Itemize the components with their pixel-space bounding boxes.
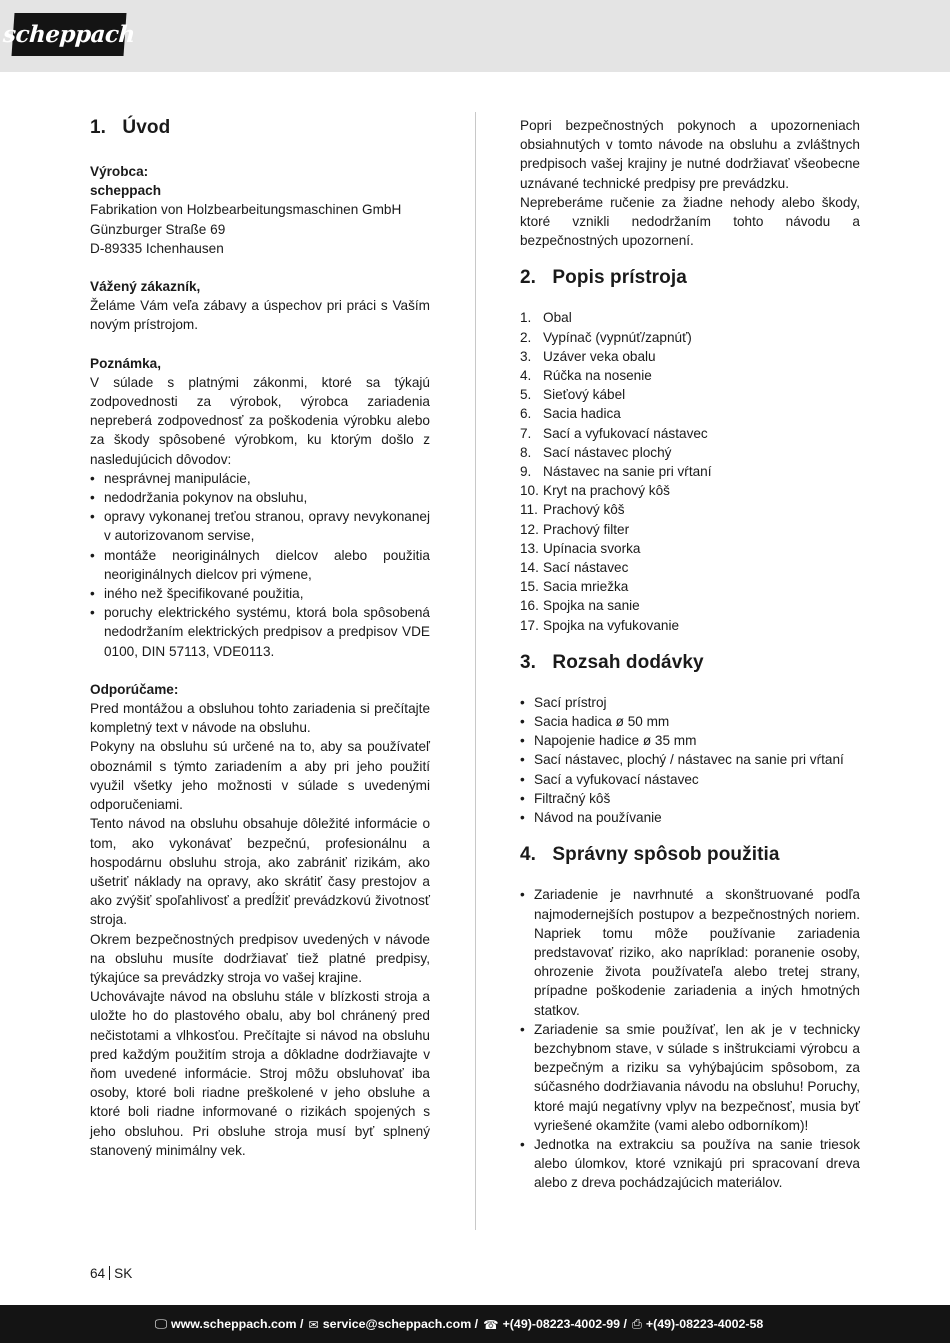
recommend-label: Odporúčame: [90, 681, 179, 697]
fax-icon: ⎙ [631, 1316, 642, 1331]
maker-line: Günzburger Straße 69 [90, 221, 226, 237]
footer-email: service@scheppach.com / [322, 1317, 479, 1331]
page-language: SK [114, 1266, 133, 1281]
list-item: • Napojenie hadice ø 35 mm [520, 731, 860, 750]
section-title: Správny spôsob použitia [552, 844, 780, 866]
section-heading-usage [520, 843, 860, 867]
page-number-separator [109, 1266, 110, 1280]
usage-list [520, 885, 860, 1192]
page-number-value: 64 [90, 1266, 106, 1281]
maker-line: D-89335 Ichenhausen [90, 240, 224, 256]
note-label: Poznámka, [90, 355, 162, 371]
left-column [90, 116, 430, 1160]
list-item: • Zariadenie je navrhnuté a skonštruované podľa najmodernejších postupov a bezpečnostných noriem. Napriek tomu môže používanie zariadenia predstavovať riziko, ako napríklad: poranenie osoby, ohrozenie života používateľa alebo tretej strany, prípadne poškodenie zariadenia a iných hmotných statkov. [520, 885, 860, 1019]
phone-icon: ☎ [483, 1317, 499, 1332]
list-item: • Sací a vyfukovací nástavec [520, 770, 860, 789]
list-item: 14. Sací nástavec [520, 560, 629, 576]
scheppach-logo: scheppach [11, 13, 126, 56]
section-number: 4. [520, 844, 537, 866]
list-item: • montáže neoriginálnych dielcov alebo použitia neoriginálnych dielcov pri výmene, [90, 546, 430, 584]
list-item: 4. Rúčka na nosenie [520, 368, 652, 384]
list-item: 9. Nástavec na sanie pri vŕtaní [520, 464, 712, 480]
list-item: • opravy vykonanej treťou stranou, opravy nevykonanej v autorizovanom servise, [90, 507, 430, 545]
section-heading-description [520, 266, 860, 290]
list-item: 2. Vypínač (vypnúť/zapnúť) [520, 329, 692, 345]
customer-text: Želáme Vám veľa zábavy a úspechov pri práci s Vaším novým prístrojom. [90, 298, 430, 333]
list-item: 7. Sací a vyfukovací nástavec [520, 425, 708, 441]
page-footer [0, 1305, 950, 1343]
list-item: • Sací nástavec, plochý / nástavec na sanie pri vŕtaní [520, 750, 860, 769]
section-heading-delivery [520, 651, 860, 675]
list-item: 13. Upínacia svorka [520, 540, 641, 556]
intro-paragraph: Nepreberáme ručenie za žiadne nehody alebo škody, ktoré vznikli nedodržaním tohto návodu a bezpečnostných upozornení. [520, 194, 860, 249]
customer-label: Vážený zákazník, [90, 279, 201, 295]
list-item: • Návod na používanie [520, 808, 860, 827]
section-title: Rozsah dodávky [552, 651, 704, 673]
footer-phone: +(49)-08223-4002-99 / [502, 1317, 627, 1331]
parts-list [520, 308, 860, 634]
envelope-icon: ✉ [308, 1317, 319, 1332]
section-number: 3. [520, 651, 537, 673]
maker-label: Výrobca: [90, 164, 149, 179]
footer-fax: +(49)-08223-4002-58 [645, 1317, 764, 1331]
list-item: • iného než špecifikované použitia, [90, 584, 430, 603]
list-item: • Sací prístroj [520, 693, 860, 712]
section-title: Popis prístroja [552, 267, 687, 289]
list-item: 8. Sací nástavec plochý [520, 444, 672, 460]
footer-website: www.scheppach.com / [170, 1317, 304, 1331]
note-text: V súlade s platnými zákonmi, ktoré sa týkajú zodpovednosti za výrobok, výrobca zariadenia nepreberá zodpovednosť za poškodenia výrobku alebo za škody spôsobené výrobkom, ku ktorým došlo z nasledujúcich dôvodov: [90, 374, 430, 467]
list-item: 6. Sacia hadica [520, 406, 621, 422]
list-item: 10. Kryt na prachový kôš [520, 483, 670, 499]
page-header [0, 0, 950, 72]
right-column [520, 116, 860, 1193]
delivery-list [520, 693, 860, 827]
list-item: 3. Uzáver veka obalu [520, 348, 656, 364]
list-item: 17. Spojka na vyfukovanie [520, 617, 680, 633]
note-list [90, 469, 430, 661]
list-item: • poruchy elektrického systému, ktorá bola spôsobená nedodržaním elektrických predpisov a predpisov VDE 0100, DIN 57113, VDE0113. [90, 603, 430, 661]
list-item: 12. Prachový filter [520, 521, 630, 537]
maker-name: scheppach [90, 183, 162, 199]
list-item: • Sacia hadica ø 50 mm [520, 712, 860, 731]
section-number: 2. [520, 267, 537, 289]
computer-icon: 🖵 [155, 1316, 167, 1331]
recommend-paragraph: Uchovávajte návod na obsluhu stále v blízkosti stroja a uložte ho do plastového obalu, aby bol chránený pred nečistotami a vlhkosťou. Prečítajte si návod na obsluhu pred každým použitím stroja a dôkladne dodržiavajte v ňom uvedené informácie. Stroj môžu obsluhovať iba osoby, ktoré boli riadne preškolené v jeho obsluhe a ktoré boli riadne informované o rizikách spojených s jeho obsluhou. Pri obsluhe stroja musí byť splnený stanovený minimálny vek. [90, 989, 430, 1158]
recommend-paragraph: Okrem bezpečnostných predpisov uvedených v návode na obsluhu musíte dodržiavať tiež platné predpisy, týkajúce sa prevádzky stroja vo vašej krajine. [90, 931, 430, 985]
list-item: 16. Spojka na sanie [520, 598, 640, 614]
intro-paragraph: Popri bezpečnostných pokynoch a upozorneniach obsiahnutých v tomto návode na obsluhu a zvláštnych predpisoch vašej krajiny je nutné dodržiavať všeobecne uznávané technické predpisy pre prevádzku. [520, 118, 860, 191]
maker-line: Fabrikation von Holzbearbeitungsmaschinen GmbH [90, 202, 402, 218]
recommend-paragraph: Pokyny na obsluhu sú určené na to, aby sa používateľ oboznámil s týmto zariadením a aby pri jeho použití využil všetky jeho možnosti v súlade s uvedenými odporučeniami. [90, 739, 430, 813]
list-item: • nedodržania pokynov na obsluhu, [90, 488, 430, 507]
recommend-paragraph: Tento návod na obsluhu obsahuje dôležité informácie o tom, ako vykonávať bezpečnú, profesionálnu a hospodárnu obsluhu stroja, ako zabrániť rizikám, ako ušetriť náklady na opravy, ako skrátiť časy prestojov a ako zvýšiť spoľahlivosť a predĺžiť prevádzkovú životnosť stroja. [90, 816, 430, 928]
list-item: • Jednotka na extrakciu sa používa na sanie triesok alebo úlomkov, ktoré vznikajú pri spracovaní dreva alebo z dreva pochádzajúcich materiálov. [520, 1135, 860, 1193]
list-item: • Zariadenie sa smie používať, len ak je v technicky bezchybnom stave, v súlade s inštrukciami výrobcu a bezpečným a riziku sa vyhýbajúcim spôsobom, za súčasného dodržiavania návodu na obsluhu! Poruchy, ktoré majú negatívny vplyv na bezpečnosť, musia byť vyriešené okamžite (vami alebo odborníkom)! [520, 1020, 860, 1135]
list-item: 15. Sacia mriežka [520, 579, 629, 595]
section-title: Úvod [122, 117, 171, 138]
list-item: 5. Sieťový kábel [520, 387, 626, 403]
list-item: • Filtračný kôš [520, 789, 860, 808]
list-item: • nesprávnej manipulácie, [90, 469, 430, 488]
list-item: 1. Obal [520, 310, 572, 326]
section-heading-intro [90, 116, 430, 140]
page-number [90, 1264, 132, 1283]
list-item: 11. Prachový kôš [520, 502, 625, 518]
recommend-paragraph: Pred montážou a obsluhou tohto zariadenia si prečítajte kompletný text v návode na obsluhu. [90, 701, 430, 736]
section-number: 1. [90, 117, 107, 138]
column-divider [475, 112, 476, 1230]
